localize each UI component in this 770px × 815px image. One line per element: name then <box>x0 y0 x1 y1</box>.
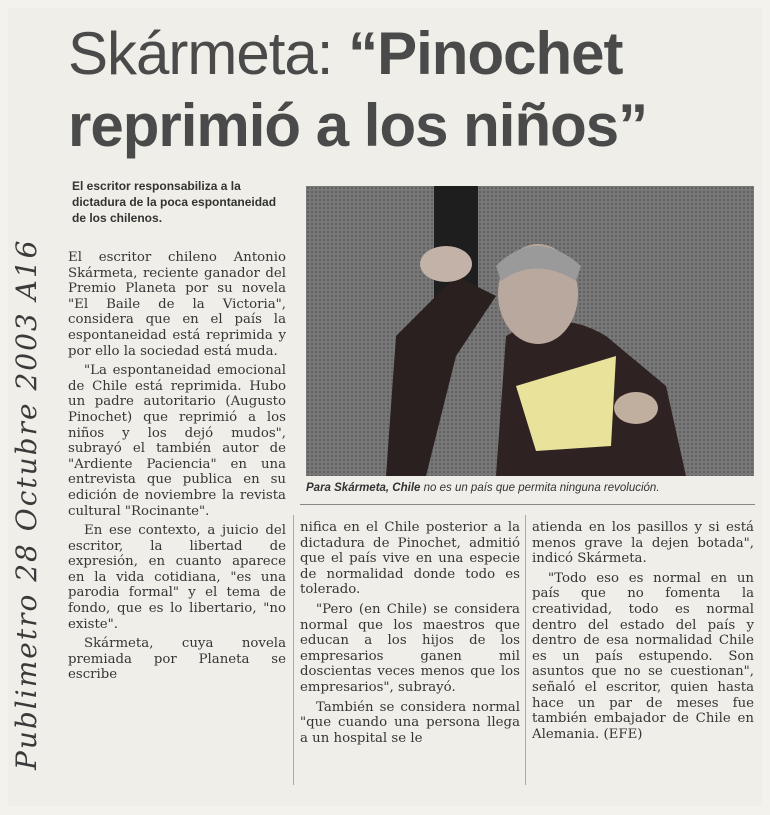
paragraph: atienda en los pasillos y si está menos grave la dejen botada", indicó Skármeta. <box>532 520 754 567</box>
column-3 <box>532 520 754 746</box>
photo-caption <box>306 482 754 494</box>
paragraph: Skármeta, cuya novela premiada por Planeta se escribe <box>68 636 286 683</box>
paragraph: "Todo eso es normal en un país que no fomenta la creatividad, todo es normal dentro del estado del país y dentro de esa normalidad Chile es un país estupendo. Son asuntos que no se cuestionan", señaló el escritor, quien hasta hace un par de meses fue también embajador de Chile en Alemania. (EFE) <box>532 570 754 742</box>
divider <box>300 504 755 505</box>
paragraph: El escritor chileno Antonio Skármeta, reciente ganador del Premio Planeta por su novela "El Baile de la Victoria", considera que en el país la espontaneidad está reprimida y por ello la sociedad está muda. <box>68 250 286 359</box>
caption-rest: no es un país que permita ninguna revolución. <box>420 482 660 494</box>
headline-name: Skármeta: <box>68 20 349 87</box>
caption-bold: Para Skármeta, Chile <box>306 482 421 494</box>
deck-subtitle: El escritor responsabiliza a la dictadura de la poca espontaneidad de los chilenos. <box>72 179 277 225</box>
column-divider <box>293 515 294 785</box>
paragraph: "Pero (en Chile) se considera normal que los maestros que educan a los hijos de los empresarios ganen mil doscientas veces menos que los empresarios", subrayó. <box>300 601 520 695</box>
column-1 <box>68 250 286 687</box>
photo-image <box>306 186 754 476</box>
headline-line-2: reprimió a los niños” <box>68 92 648 159</box>
column-divider <box>525 515 526 785</box>
headline <box>68 18 758 162</box>
handwritten-note: Publimetro 28 Octubre 2003 A16 <box>10 238 43 770</box>
paragraph: En ese contexto, a juicio del escritor, la libertad de expresión, en cuanto aparece en la vida cotidiana, "es una parodia formal" y el tema de fondo, que es lo libertario, "no existe". <box>68 523 286 632</box>
column-2 <box>300 520 520 750</box>
handwritten-annotation <box>0 80 50 780</box>
headline-line-1 <box>68 18 758 90</box>
headline-quote: “Pinochet <box>348 20 623 87</box>
paragraph: "La espontaneidad emocional de Chile está reprimida. Hubo un padre autoritario (Augusto Pinochet) que reprimió a los niños y los dejó mudos", subrayó el también autor de "Ardiente Paciencia" en una entrevista que publica en su edición de noviembre la revista cultural "Rocinante". <box>68 363 286 519</box>
paragraph: También se considera normal "que cuando una persona llega a un hospital se le <box>300 699 520 746</box>
photo-skarmeta <box>306 186 754 476</box>
paragraph: nifica en el Chile posterior a la dictadura de Pinochet, admitió que el país vive en una especie de normalidad donde todo es tolerado. <box>300 520 520 598</box>
